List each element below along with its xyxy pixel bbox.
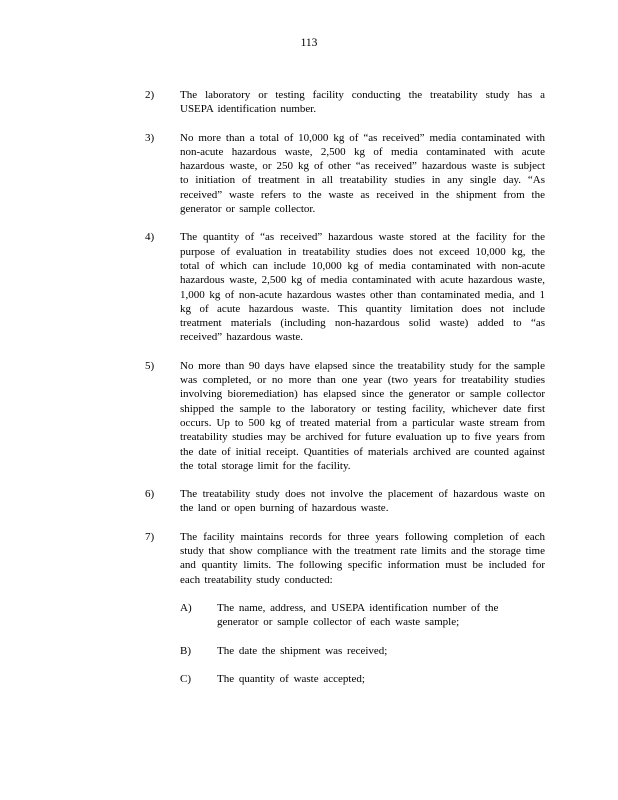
item-text: The quantity of “as received” hazardous waste stored at the facility for the purpose of evaluation in treatability studies does not exceed 10,000 kg, the total of which can include 10,000 kg of media contaminated with non-acute hazardous waste, 2,500 kg of media contaminated with acute hazardous waste, 1,000 kg of non-acute hazardous wastes other than contaminated media, and 1 kg of acute hazardous waste. This quantity limitation does not include treatment materials (including non-hazardous solid waste) added to “as received” hazardous waste. [180,231,545,344]
sub-item-letter: A) [180,601,192,614]
sub-list-item [180,644,545,658]
page-number: 113 [300,37,318,49]
list-item [145,230,545,344]
sub-item-letter: C) [180,672,191,685]
sub-item-letter: B) [180,644,191,657]
regulation-item-list [145,88,545,700]
list-item [145,88,545,117]
item-text: The treatability study does not involve the placement of hazardous waste on the land or open burning of hazardous waste. [180,488,545,515]
item-text: No more than 90 days have elapsed since the treatability study for the sample was completed, or no more than one year (two years for treatability studies involving bioremediation) has elapsed since the generator or sample collector shipped the sample to the laboratory or testing facility, whichever date first occurs. Up to 500 kg of treated material from a particular waste stream from treatability studies may be archived for future evaluation up to five years from the date of initial receipt. Quantities of materials archived are counted against the total storage limit for the facility. [180,359,545,472]
item-number: 2) [145,89,155,101]
list-item [145,487,545,516]
list-item [145,131,545,217]
item-text: The laboratory or testing facility conducting the treatability study has a USEPA identification number. [180,89,545,116]
sub-list-item [180,672,545,686]
list-item [145,359,545,473]
item-text: No more than a total of 10,000 kg of “as received” media contaminated with non-acute hazardous waste, 2,500 kg of media contaminated with acute hazardous waste, or 250 kg of other “as received” hazardous waste is subject to initiation of treatment in all treatability studies in any single day. “As received” waste refers to the waste as received in the shipment from the generator or sample collector. [180,131,545,216]
sub-item-text: The name, address, and USEPA identification number of the generator or sample collector of each waste sample; [217,601,499,629]
item-number: 4) [145,231,155,244]
item-number: 6) [145,488,155,501]
item-number: 3) [145,131,155,144]
sub-list-item [180,601,545,630]
sub-item-text: The quantity of waste accepted; [217,672,365,685]
item-text: The facility maintains records for three years following completion of each study that show compliance with the treatment rate limits and the storage time and quantity limits. The following specific information must be included for each treatability study conducted: [180,530,545,586]
item-number: 7) [145,530,155,543]
sub-item-list [180,601,545,686]
sub-item-text: The date the shipment was received; [217,644,388,657]
list-item [145,530,545,686]
item-number: 5) [145,359,155,372]
